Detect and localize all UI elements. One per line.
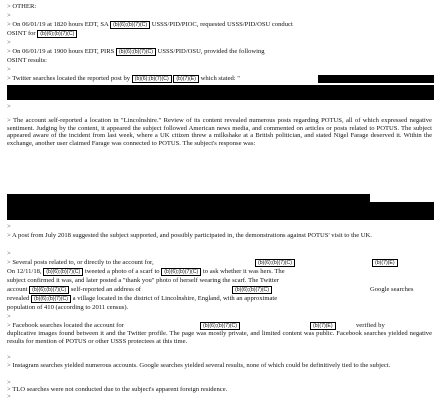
facebook-text-a: > Facebook searches located the account for: [7, 322, 124, 329]
redaction-bar: [318, 75, 434, 83]
separator-line: >: [7, 223, 11, 230]
separator-line: >: [7, 393, 11, 400]
posts-text-g: self-reported an address of: [70, 286, 141, 293]
facebook-text-b: verified by: [356, 322, 385, 329]
july-2018-paragraph: > A post from July 2018 suggested the subject supported, and possibly participated in, the demonstrations against POTUS' visit to the UK.: [7, 232, 372, 239]
separator-line: >: [7, 313, 11, 320]
separator-line: >: [7, 39, 11, 46]
redaction-box: (b)(6);(b)(7)(C): [31, 295, 71, 303]
posts-line-1: [7, 259, 154, 266]
posts-line-5: [7, 295, 277, 303]
redaction-bar: [7, 194, 370, 202]
posts-line-2: [7, 268, 285, 276]
redaction-box: (b)(6);(b)(7)(C): [132, 75, 172, 83]
instagram-paragraph: > Instagram searches yielded numerous accounts. Google searches yielded several results, none of which could be definitively tied to the subject.: [7, 362, 391, 369]
entry-1-text-a: > On 06/01/19 at 1820 hours EDT, SA: [7, 21, 109, 28]
twitter-text-a: > Twitter searches located the reported post by: [7, 75, 131, 82]
redaction-box: (b)(6);(b)(7)(C): [29, 286, 69, 294]
posts-text-b: On 12/11/18,: [7, 268, 42, 275]
redaction-box: (b)(7)(E): [310, 322, 336, 330]
separator-line: >: [7, 66, 11, 73]
redaction-box: (b)(6);(b)(7)(C): [255, 259, 295, 267]
entry-2-text-b: USSS/PID/OSU, provided the following: [157, 48, 265, 55]
tlo-line: > TLO searches were not conducted due to the subject's apparent foreign residence.: [7, 386, 228, 393]
posts-line-3: subject confirmed it was, and later posted a "thank you" photo of herself wearing the scarf. The Twitter: [7, 277, 279, 284]
posts-text-a: > Several posts related to, or directly to the account for,: [7, 259, 154, 266]
entry-1-line-1: [7, 21, 293, 29]
posts-line-6: population of 410 (according to 2011 census).: [7, 304, 129, 311]
redaction-box: (b)(7)(E): [372, 259, 398, 267]
twitter-text-b: which stated: ": [200, 75, 240, 82]
entry-2-line-2: OSINT results:: [7, 57, 47, 64]
separator-line: >: [7, 103, 11, 110]
posts-text-c: tweeted a photo of a scarf to: [84, 268, 160, 275]
redaction-box: (b)(6);(b)(7)(C): [200, 322, 240, 330]
twitter-line: [7, 75, 240, 83]
separator-line: >: [7, 12, 11, 19]
posts-line-4: [7, 286, 141, 294]
separator-line: >: [7, 354, 11, 361]
entry-1-text-b: USSS/PID/PIOC, requested USSS/PID/OSU conduct: [151, 21, 293, 28]
posts-text-j: a village located in the district of Lincolnshire, England, with an approximate: [72, 295, 278, 302]
posts-text-i: revealed: [7, 295, 30, 302]
redaction-box: (b)(6);(b)(7)(C): [232, 286, 272, 294]
redaction-box: (b)(6);(b)(7)(C): [110, 21, 150, 29]
posts-text-f: account: [7, 286, 28, 293]
facebook-line-1: [7, 322, 124, 329]
separator-line: >: [7, 379, 11, 386]
redaction-box: (b)(6);(b)(7)(C): [43, 268, 83, 276]
separator-line: >: [7, 250, 11, 257]
redaction-box: (b)(6);(b)(7)(C): [161, 268, 201, 276]
redaction-bar: [7, 85, 434, 100]
redaction-bar: [7, 202, 434, 220]
entry-2-line-1: [7, 48, 265, 56]
redaction-box: (b)(6);(b)(7)(C): [37, 30, 77, 38]
posts-text-h: Google searches: [370, 286, 414, 293]
facebook-paragraph: duplicative images found between it and the Twitter profile. The page was mostly private, and limited content was public. Facebook searches yielded negative results for mention of POTUS or other USSS protectees at this time.: [7, 330, 432, 345]
posts-text-d: to ask whether it was hers. The: [202, 268, 285, 275]
lincolnshire-paragraph: > The account self-reported a location in "Lincolnshire." Review of its content revealed numerous posts regarding POTUS, all of which expressed negative sentiment. Judging by the content, it appeared the subject followed American news media, and commented on articles or posts related to POTUS. The subject appeared aware of the incident from last week, where a UK citizen threw a milkshake at a British politician, and stated Nigel Farage deserved it. Within the exchange, another user claimed Farage was connected to POTUS. The subject's response was:: [7, 117, 432, 147]
entry-1-text-c: OSINT for: [7, 30, 36, 37]
entry-2-text-a: > On 06/01/19 at 1900 hours EDT, PIRS: [7, 48, 115, 55]
entry-1-line-2: [7, 30, 77, 38]
redaction-box: (b)(6);(b)(7)(C): [116, 48, 156, 56]
redaction-box: (b)(7)(E): [173, 75, 199, 83]
other-heading: > OTHER:: [7, 3, 37, 10]
